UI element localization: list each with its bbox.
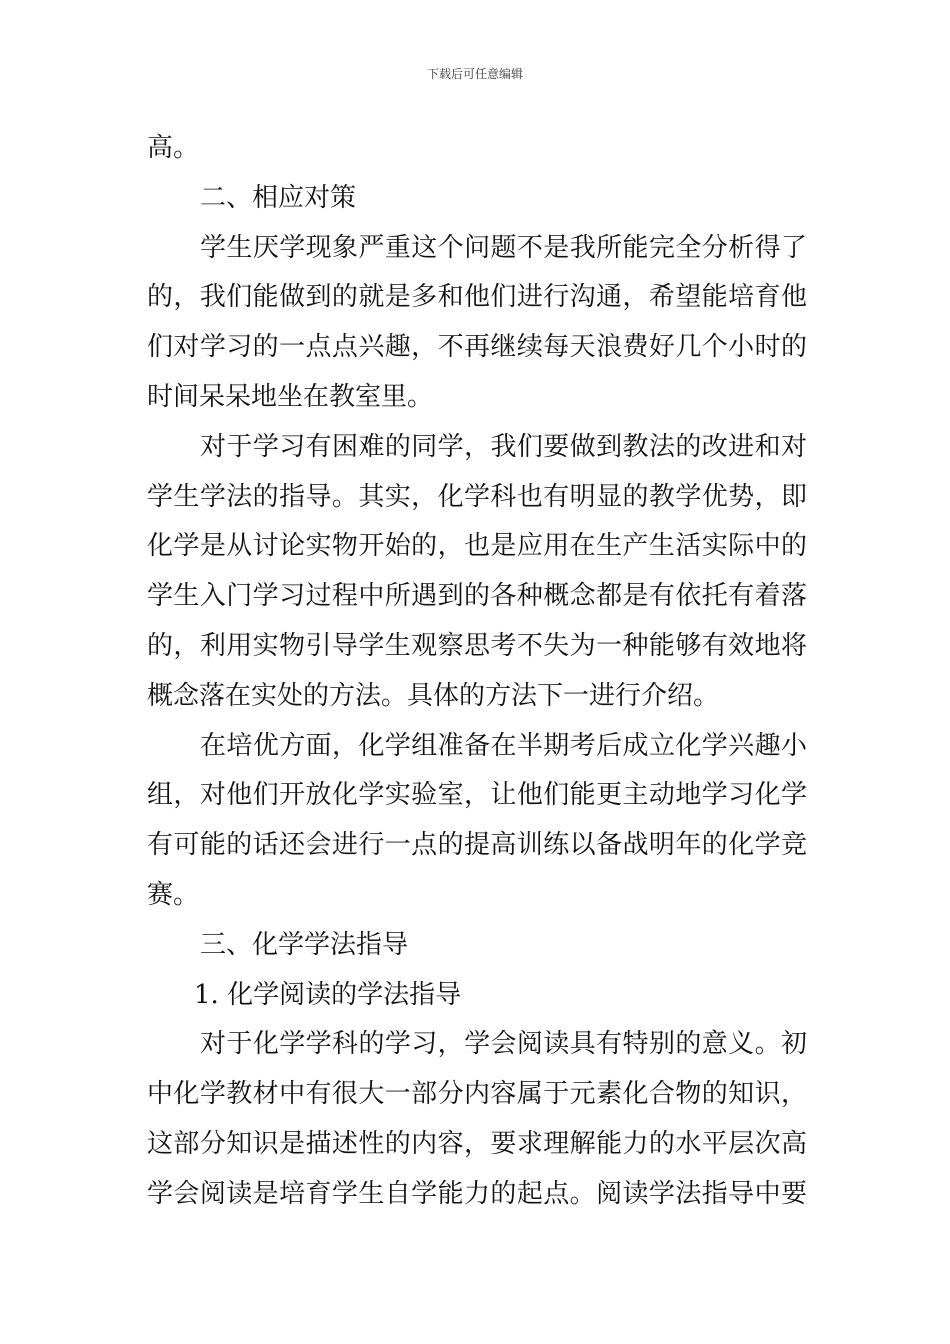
text-line: 学会阅读是培育学生自学能力的起点。阅读学法指导中要: [147, 1178, 807, 1209]
paragraph: [147, 224, 807, 423]
text-line: 赛。: [147, 879, 200, 910]
heading-line: 二、相应对策: [200, 182, 357, 213]
text-line: 有可能的话还会进行一点的提高训练以备战明年的化学竞: [147, 830, 807, 861]
text-line: 对于学习有困难的同学，我们要做到教法的改进和对: [200, 431, 807, 462]
page-header: 下载后可任意编辑: [426, 67, 523, 81]
document-body: [147, 124, 807, 1220]
paragraph: [147, 722, 807, 921]
text-line: 对于化学学科的学习，学会阅读具有特别的意义。初: [200, 1029, 807, 1060]
section-heading-methods: [147, 921, 807, 971]
text-line: 概念落在实处的方法。具体的方法下一进行介绍。: [147, 680, 720, 711]
text-line: 的，我们能做到的就是多和他们进行沟通，希望能培育他: [147, 282, 807, 313]
text-line: 学生厌学现象严重这个问题不是我所能完全分析得了: [200, 232, 807, 263]
text-line: 学生学法的指导。其实，化学科也有明显的教学优势，即: [147, 481, 807, 512]
subheading-line: 1. 化学阅读的学法指导: [194, 979, 462, 1010]
text-line: 中化学教材中有很大一部分内容属于元素化合物的知识，: [147, 1079, 807, 1110]
text-line: 这部分知识是描述性的内容，要求理解能力的水平层次高: [147, 1128, 807, 1159]
heading-line: 三、化学学法指导: [200, 929, 409, 960]
section-heading-strategies: [147, 174, 807, 224]
text-line: 高。: [147, 133, 200, 163]
paragraph: [147, 1020, 807, 1219]
text-line: 们对学习的一点点兴趣，不再继续每天浪费好几个小时的: [147, 332, 807, 363]
text-line: 时间呆呆地坐在教室里。: [147, 381, 434, 412]
text-line: 在培优方面，化学组准备在半期考后成立化学兴趣小: [200, 730, 807, 761]
text-line: 学生入门学习过程中所遇到的各种概念都是有依托有着落: [147, 581, 807, 612]
subsection-heading-reading: [147, 971, 807, 1021]
text-line: 组，对他们开放化学实验室，让他们能更主动地学习化学: [147, 780, 807, 811]
text-line: 化学是从讨论实物开始的，也是应用在生产生活实际中的: [147, 531, 807, 562]
text-line: 的，利用实物引导学生观察思考不失为一种能够有效地将: [147, 630, 807, 661]
paragraph-continuation: [147, 124, 807, 174]
paragraph: [147, 423, 807, 722]
